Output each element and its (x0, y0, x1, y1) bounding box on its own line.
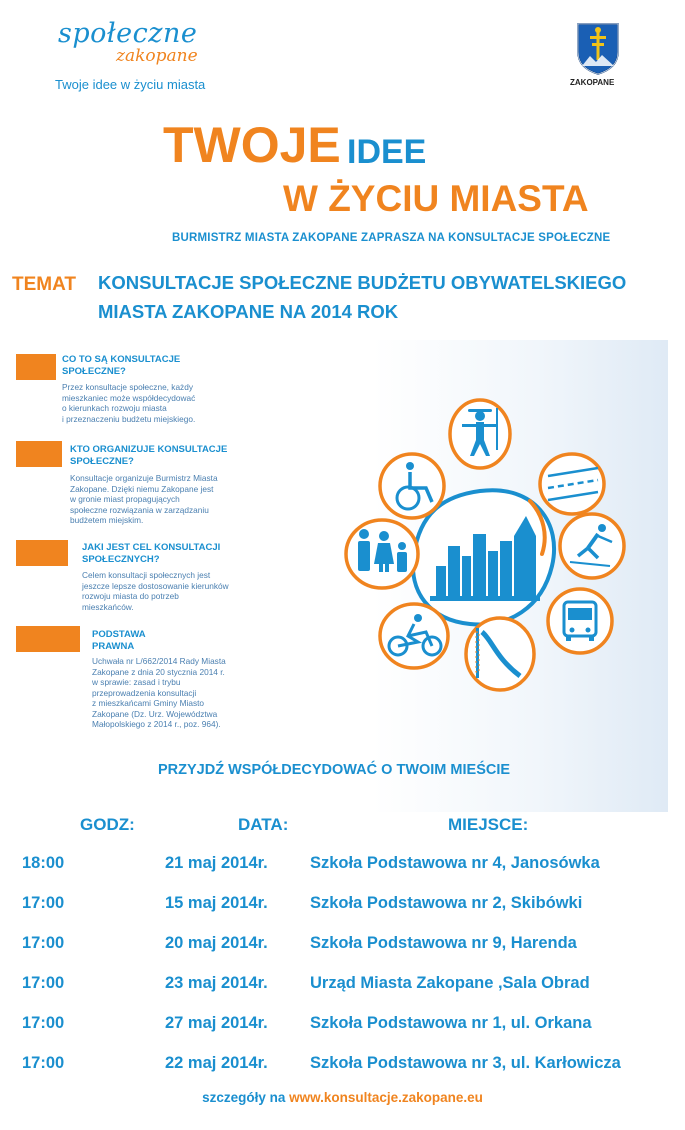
icon-cluster (330, 396, 630, 706)
row-time: 17:00 (22, 974, 65, 992)
col-header-date: DATA: (238, 815, 289, 834)
logo-wordmark-line1: społeczne (58, 18, 198, 49)
info-heading: PODSTAWA PRAWNA (92, 629, 146, 652)
info-body: Konsultacje organizuje Burmistrz Miasta Zakopane. Dzięki niemu Zakopane jest w gronie miast propagujących społeczne rozwiązania w zarządzaniu budżetem miejskim. (70, 473, 218, 525)
headline-line2: W ŻYCIU MIASTA (283, 178, 589, 219)
schedule-row (0, 854, 685, 894)
headline-twoje: TWOJE (163, 117, 341, 173)
logo-tagline: Twoje idee w życiu miasta (55, 77, 206, 92)
info-heading: KTO ORGANIZUJE KONSULTACJE SPOŁECZNE? (70, 444, 228, 467)
invitation-text: BURMISTRZ MIASTA ZAKOPANE ZAPRASZA NA KONSULTACJE SPOŁECZNE (172, 232, 611, 244)
row-time: 18:00 (22, 854, 65, 872)
topic-line1: KONSULTACJE SPOŁECZNE BUDŻETU OBYWATELSKIEGO (98, 272, 627, 293)
schedule-row (0, 1014, 685, 1054)
topic-line2: MIASTA ZAKOPANE NA 2014 ROK (98, 301, 399, 322)
skier-icon (560, 514, 624, 578)
slide-icon (466, 618, 534, 690)
row-time: 17:00 (22, 934, 65, 952)
call-to-action: PRZYJDŹ WSPÓŁDECYDOWAĆ O TWOIM MIEŚCIE (158, 762, 511, 778)
schedule-row (0, 1054, 685, 1094)
info-tab-marker (16, 540, 68, 566)
info-tab-marker (16, 354, 56, 380)
row-date: 15 maj 2014r. (165, 894, 268, 912)
row-place: Urząd Miasta Zakopane ,Sala Obrad (310, 974, 590, 992)
row-date: 23 maj 2014r. (165, 974, 268, 992)
topic-label: TEMAT (12, 274, 77, 295)
row-date: 27 maj 2014r. (165, 1014, 268, 1032)
schedule-row (0, 934, 685, 974)
row-date: 20 maj 2014r. (165, 934, 268, 952)
schedule-row (0, 974, 685, 1014)
headline-idee: IDEE (347, 133, 427, 171)
col-header-place: MIEJSCE: (448, 815, 529, 834)
row-date: 22 maj 2014r. (165, 1054, 268, 1072)
info-tab-marker (16, 441, 62, 467)
logo-wordmark-line2: zakopane (116, 46, 198, 66)
info-tab-marker (16, 626, 80, 652)
family-icon (346, 520, 418, 588)
row-place: Szkoła Podstawowa nr 2, Skibówki (310, 894, 583, 912)
road-icon (540, 454, 604, 514)
row-place: Szkoła Podstawowa nr 4, Janosówka (310, 854, 600, 872)
info-panel (12, 340, 668, 812)
info-body: Celem konsultacji społecznych jest jeszcze lepsze dostosowanie kierunków rozwoju miasta do potrzeb mieszkańców. (82, 570, 229, 612)
bus-icon (548, 589, 612, 653)
wheelchair-icon (380, 454, 444, 518)
cyclist-icon (380, 604, 448, 668)
row-time: 17:00 (22, 894, 65, 912)
info-heading: CO TO SĄ KONSULTACJE SPOŁECZNE? (62, 354, 181, 377)
topic-title (98, 268, 668, 326)
row-place: Szkoła Podstawowa nr 9, Harenda (310, 934, 577, 952)
col-header-time: GODZ: (80, 815, 135, 834)
row-place: Szkoła Podstawowa nr 1, ul. Orkana (310, 1014, 592, 1032)
info-heading: JAKI JEST CEL KONSULTACJI SPOŁECZNYCH? (82, 542, 221, 565)
row-place: Szkoła Podstawowa nr 3, ul. Karłowicza (310, 1054, 621, 1072)
schedule-row (0, 894, 685, 934)
row-date: 21 maj 2014r. (165, 854, 268, 872)
footer-url-link[interactable]: www.konsultacje.zakopane.eu (289, 1090, 483, 1105)
info-body: Przez konsultacje społeczne, każdy mieszkaniec może współdecydować o kierunkach rozwoju miasta i przeznaczeniu budżetu miejskiego. (62, 382, 196, 424)
row-time: 17:00 (22, 1014, 65, 1032)
crest-label: ZAKOPANE (570, 78, 615, 87)
footer (0, 1090, 685, 1105)
zakopane-crest-icon (576, 22, 620, 76)
row-time: 17:00 (22, 1054, 65, 1072)
info-body: Uchwała nr L/662/2014 Rady Miasta Zakopane z dnia 20 stycznia 2014 r. w sprawie: zasad i trybu przeprowadzenia konsultacji z mieszkańcami Gminy Miasto Zakopane (Dz. Urz. Województwa Małopolskiego z 2014 r., poz. 964). (92, 656, 226, 729)
footer-prefix: szczegóły na (202, 1090, 286, 1105)
highlander-icon (450, 400, 510, 468)
